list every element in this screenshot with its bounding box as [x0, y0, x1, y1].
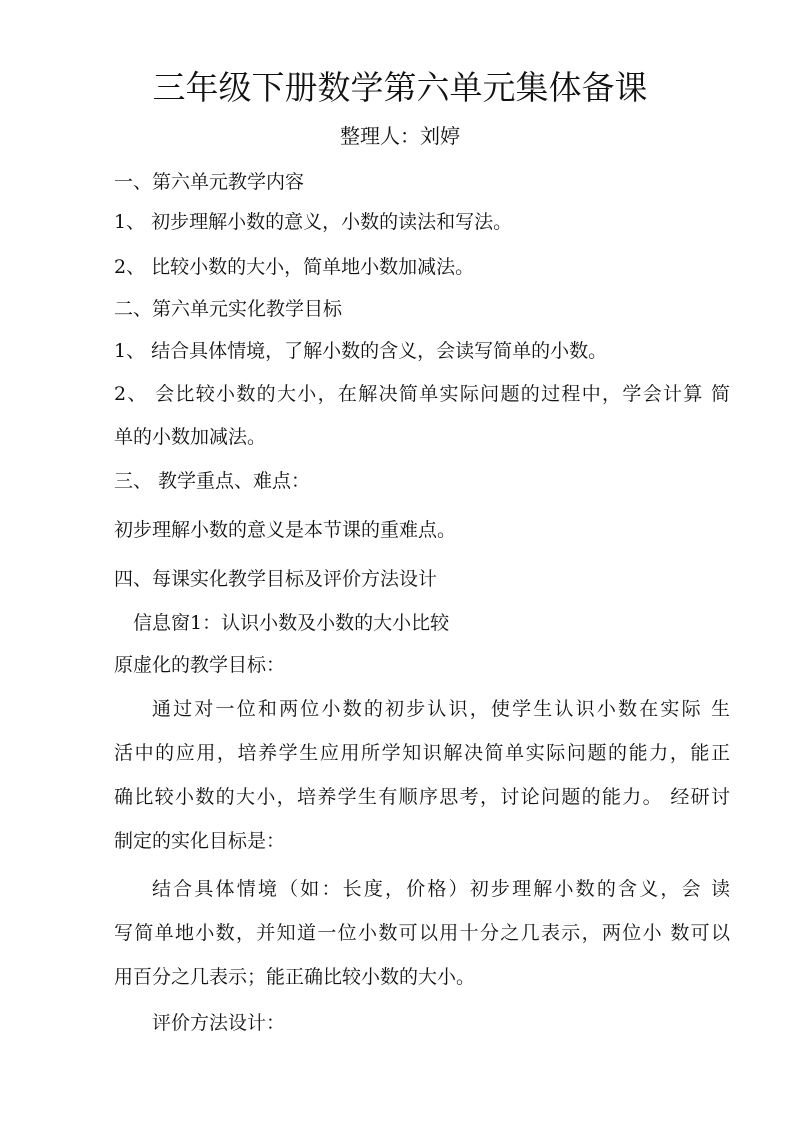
paragraph-line: 制定的实化目标是： [114, 830, 286, 852]
section-heading-3: 三、 教学重点、难点： [114, 470, 311, 492]
section-heading-4: 四、每课实化教学目标及评价方法设计 [114, 568, 438, 590]
paragraph-line: 通过对一位和两位小数的初步认识，使学生认识小数在实际 生 [152, 698, 730, 720]
paragraph-line: 写简单地小数，并知道一位小数可以用十分之几表示，两位小 数可以 [114, 922, 730, 944]
paragraph-line: 结合具体情境（如：长度，价格）初步理解小数的含义，会 读 [152, 878, 730, 900]
list-item: 1、 初步理解小数的意义，小数的读法和写法。 [114, 211, 513, 233]
paragraph-line: 确比较小数的大小，培养学生有顺序思考，讨论问题的能力。 经研讨 [114, 786, 730, 808]
paragraph-line: 用百分之几表示；能正确比较小数的大小。 [114, 966, 476, 988]
subsection-heading: 信息窗1：认识小数及小数的大小比较 [133, 612, 450, 634]
paragraph-label: 评价方法设计： [152, 1012, 286, 1034]
section-heading-2: 二、第六单元实化教学目标 [114, 298, 343, 320]
section-heading-1: 一、第六单元教学内容 [114, 171, 305, 193]
document-title: 三年级下册数学第六单元集体备课 [152, 68, 648, 107]
list-item: 2、 比较小数的大小，简单地小数加减法。 [114, 256, 475, 278]
list-item: 1、 结合具体情境，了解小数的含义，会读写简单的小数。 [114, 340, 608, 362]
list-item-continuation: 单的小数加减法。 [114, 426, 267, 448]
paragraph-label: 原虚化的教学目标： [114, 654, 286, 676]
paragraph-line: 活中的应用，培养学生应用所学知识解决简单实际问题的能力，能正 [114, 742, 730, 764]
author-line: 整理人：刘婷 [340, 124, 460, 148]
paragraph-line: 初步理解小数的意义是本节课的重难点。 [114, 519, 457, 541]
list-item: 2、 会比较小数的大小，在解决简单实际问题的过程中，学会计算 简 [114, 383, 730, 405]
